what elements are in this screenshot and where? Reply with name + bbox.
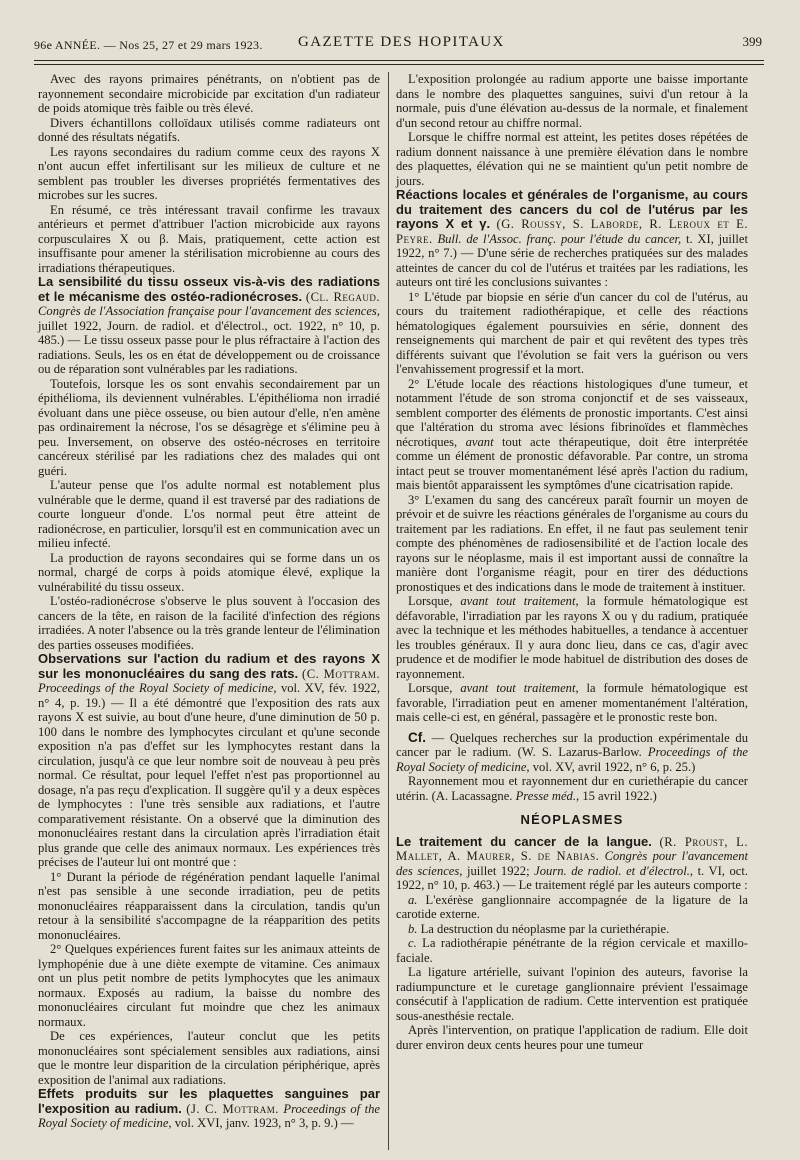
- article-author: (J. C. Mottram.: [186, 1101, 279, 1116]
- italic-span: Journ. de radiol. et d'électrol.,: [534, 863, 694, 878]
- section-heading: NÉOPLASMES: [520, 812, 624, 827]
- header-rule-bottom: [34, 64, 764, 65]
- right-column: [396, 72, 748, 1052]
- paragraph: L'exposition prolongée au radium apporte une baisse importante dans le nombre des plaquettes sanguines, suivi d'un retour à la normale, puis d'une élévation au-dessus de la normale, et finalement d'un second retour au chiffre normal.: [396, 72, 748, 130]
- paragraph: Avec des rayons primaires pénétrants, on n'obtient pas de rayonnement secondaire microbicide par excitation d'un radiateur de poids atomique très faible ou très élevé.: [38, 72, 380, 115]
- list-marker: c.: [408, 936, 417, 950]
- paragraph: 1° L'étude par biopsie en série d'un cancer du col de l'utérus, au cours du traitement radiothérapique, et celle des réactions hématologiques également poursuivies en série, donnent des renseignements qui marchent de pair et qui revêtent des types très différents suivant que l'évolution se fait vers la guérison ou vers l'envahissement progressif et la mort.: [396, 289, 748, 376]
- running-header: [34, 34, 764, 56]
- paragraph: [396, 774, 748, 803]
- paragraph: 2° Quelques expériences furent faites sur les animaux atteints de lymphopénie due à une diète exempte de vitamine. Ces animaux ont un plus petit nombre de petits lymphocytes que les animaux normaux. Exposés au radium, la baisse du nombre des mononucléaires circulant fut moindre que chez les animaux normaux.: [38, 942, 380, 1029]
- paragraph: La production de rayons secondaires qui se forme dans un os normal, chargé de corps à poids atomique élevé, explique la vulnérabilité du tissu osseux.: [38, 550, 380, 594]
- text-span: 2° L'étude locale des réactions histologiques d'une tumeur, et notamment l'étude de son stroma conjonctif et de ses vaisseaux, semblent comporter des éléments de pronostic importants. C'est ainsi que l'altération du stroma avec lésions fibrinoïdes et flammèches nécrotiques,: [396, 376, 748, 449]
- paragraph: La ligature artérielle, suivant l'opinion des auteurs, favorise la radiumpuncture et le curetage ganglionnaire prévient l'essaimage consécutif à l'application de radium. Cette intervention est pratiquée sous-anesthésie rectale.: [396, 965, 748, 1023]
- text-span: la formule hématologique est défavorable, l'irradiation par les rayons X ou γ du radium, pratiquée avec la technique et les méthodes habituelles, a tendance à accentuer les troubles généraux. Il y aura donc lieu, dans ce cas, d'agir avec prudence et de modifier le mode habituel de distribution des doses de rayonnement.: [396, 594, 748, 681]
- text-span: la formule hématologique est favorable, l'irradiation peut en amener momentanément l'altération, mais celle-ci est, en général, passagère et le pronostic reste bon.: [396, 681, 748, 724]
- article-source: Congrès pour l'avancement des sciences,: [396, 849, 749, 878]
- paragraph: L'ostéo-radionécrose s'observe le plus souvent à l'occasion des cancers de la tête, en raison de la facilité d'infection des régions irradiées. A noter l'absence ou la très grande lenteur de l'élimination des parties osseuses modifiées.: [38, 594, 380, 652]
- cf-references: [396, 731, 748, 775]
- article-source: Congrès de l'Association française pour l'avancement des sciences,: [38, 304, 380, 318]
- text-span: Rayonnement mou et rayonnement dur en curiethérapie du cancer utérin. (A. Lacassagne.: [396, 774, 748, 803]
- text-span: — Quelques recherches sur la production expérimentale du cancer par le radium. (W. S. Lazarus-Barlow.: [396, 730, 748, 759]
- article-source: Proceedings of the Royal Society of medicine,: [38, 681, 277, 695]
- paragraph: Après l'intervention, on pratique l'application de radium. Elle doit durer environ deux cents heures pour une tumeur: [396, 1023, 748, 1052]
- text-span: L'exérèse ganglionnaire accompagnée de la ligature de la carotide externe.: [396, 892, 748, 921]
- article-author: (C. Mottram.: [302, 666, 380, 681]
- journal-title: GAZETTE DES HOPITAUX: [298, 34, 505, 50]
- article-source: Proceedings of the Royal Society of medicine,: [38, 1101, 381, 1130]
- article-tongue-cancer: [396, 835, 748, 893]
- left-column: [38, 72, 380, 1131]
- article-text: t. XI, juillet 1922, n° 7.) — D'une série de recherches pratiquées sur des malades atteintes de cancer du col de l'utérus et traitées par les radiations, les auteurs ont tiré les conclusions suivantes :: [396, 231, 748, 289]
- article-uterine-cancer: [396, 188, 748, 290]
- list-item: [396, 922, 748, 937]
- paragraph: Divers échantillons colloïdaux utilisés comme radiateurs ont donné des résultats négatifs.: [38, 115, 380, 144]
- article-title: La sensibilité du tissu osseux vis-à-vis des radiations et le mécanisme des ostéo-radionécroses.: [38, 274, 380, 304]
- column-divider: [388, 72, 389, 1150]
- paragraph: Les rayons secondaires du radium comme ceux des rayons X n'ont aucun effet infertilisant sur les milieux de culture et ne semblent pas troubler les diverses propriétés fermentatives des microbes sur les sucres.: [38, 144, 380, 202]
- italic-span: Proceedings of the Royal Society of medicine,: [396, 745, 748, 774]
- paragraph: L'auteur pense que l'os adulte normal est notablement plus vulnérable que le derme, quand il est traversé par des radiations de courte longueur d'onde. L'os normal peut être atteint de radionécrose, en particulier, lorsqu'il est en communication avec un milieu infecté.: [38, 478, 380, 550]
- text-span: La radiothérapie pénétrante de la région cervicale et maxillo-faciale.: [396, 936, 748, 965]
- article-mononuclear: [38, 652, 380, 870]
- text-span: Lorsque,: [408, 594, 453, 608]
- list-marker: b.: [408, 921, 418, 936]
- text-span: Lorsque,: [408, 681, 453, 695]
- article-source: Bull. de l'Assoc. franç. pour l'étude du cancer,: [437, 231, 682, 246]
- issue-info: 96e ANNÉE. — Nos 25, 27 et 29 mars 1923.: [34, 38, 263, 52]
- paragraph: Lorsque le chiffre normal est atteint, les petites doses répétées de radium donnent naissance à une première élévation dans le nombre des plaquettes, élévation qui ne se maintient qu'un petit nombre de jours.: [396, 130, 748, 188]
- paragraph: [396, 681, 748, 725]
- paragraph: En résumé, ce très intéressant travail confirme les travaux antérieurs et permet d'attribuer l'action microbicide aux rayons corpusculaires X ou β. Mais, pratiquement, cette action est insuffisante pour amener la stérilisation microbienne au cours des irradiations thérapeutiques.: [38, 202, 380, 275]
- article-title: Le traitement du cancer de la langue.: [396, 833, 652, 849]
- article-author: (G. Roussy, S. Laborde, R. Leroux et E. Peyre.: [396, 217, 748, 246]
- text-span: tout acte thérapeutique, doit être interprétée comme un élément de pronostic défavorable. Par contre, un stroma intact peut se trouver momentanément lésé après l'action du radium, mais bientôt apparaissent les symptômes d'une cicatrisation rapide.: [396, 434, 748, 492]
- paragraph: [396, 594, 748, 681]
- article-text: vol. XV, fév. 1922, n° 4, p. 19.) — Il a été démontré que l'exposition des rats aux rayons X est suivie, au bout d'une heure, d'une diminution de 50 p. 100 dans le nombre des lymphocytes circulant et qu'une seconde exposition n'a pas d'effet sur les lymphocytes restant dans la circulation, jusqu'à ce que leur nombre soit de nouveau à peu près normal. Ce résultat, pour lequel l'effet n'est pas proportionnel au dosage, n'a pas reçu d'explication. Il suggère qu'il y a deux espèces de lymphocytes : l'une très sensible aux radiations, et l'autre comparativement résistante. On a observé que la diminution des mononucléaires restant dans la circulation après l'irradiation était plus grande que celle des animaux normaux. Les expériences très précises de l'auteur lui ont montré que :: [38, 681, 380, 869]
- header-rule-top: [34, 60, 764, 61]
- article-title: Observations sur l'action du radium et des rayons X sur les mononucléaires du sang des rats.: [38, 651, 380, 681]
- italic-span: avant: [465, 434, 494, 449]
- text-span: t. VI, oct. 1922, n° 10, p. 463.) — Le traitement réglé par les auteurs comporte :: [396, 863, 749, 892]
- list-item: [396, 936, 748, 965]
- paragraph: Toutefois, lorsque les os sont envahis secondairement par un épithélioma, ils deviennent vulnérables. L'épithélioma non irradié évoluant dans une pièce osseuse, ou bien autour d'elle, n'en amène pas ordinairement la nécrose, l'os se désagrège et s'élimine peu à peu. Inversement, on observe des ostéo-nécroses en territoire cancéreux stérilisé par les radiations chez des malades qui ont guéri.: [38, 376, 380, 478]
- text-span: La destruction du néoplasme par la curiethérapie.: [420, 921, 670, 936]
- page-number: 399: [742, 34, 762, 49]
- text-span: vol. XV, avril 1922, n° 6, p. 25.): [532, 759, 696, 774]
- text-span: juillet 1922;: [466, 863, 530, 878]
- article-title: Effets produits sur les plaquettes sanguines par l'exposition au radium.: [38, 1086, 380, 1116]
- italic-span: avant tout traitement,: [460, 681, 579, 695]
- article-platelets: [38, 1087, 380, 1131]
- article-author: (Cl. Regaud.: [305, 289, 380, 304]
- italic-span: Presse méd.,: [515, 788, 580, 803]
- article-bone-tissue: [38, 275, 380, 377]
- paragraph: 1° Durant la période de régénération pendant laquelle l'animal n'est pas sensible à une seconde irradiation, peu de petits mononucléaires réapparaissent dans la circulation, tandis qu'un retour à la sensibilité s'accompagne de la réapparition des petits mononucléaires.: [38, 869, 380, 942]
- paragraph: 3° L'examen du sang des cancéreux paraît fournir un moyen de prévoir et de suivre les réactions générales de l'organisme au cours du traitement par les radiations. En effet, il ne faut pas seulement tenir compte des phénomènes de radiosensibilité et de l'action locale des rayons sur le néoplasme, mais il est important aussi de connaître la manière dont l'organisme réagit, pour en tirer des déductions pronostiques et des indications dans le mode de traitement à instituer.: [396, 492, 748, 594]
- text-span: 15 avril 1922.): [582, 788, 657, 803]
- cf-label: Cf.: [408, 729, 426, 745]
- italic-span: avant tout traitement,: [460, 594, 579, 608]
- article-author: (R. Proust, L. Mallet, A. Maurer, S. de Nabias.: [396, 834, 748, 863]
- paragraph: [396, 377, 748, 493]
- list-item: [396, 893, 748, 922]
- article-text: juillet 1922, Journ. de radiol. et d'électrol., oct. 1922, n° 10, p. 485.) — Le tissu osseux passe pour le plus réfractaire à l'action des radiations. Seuls, les os en état de développement ou de croissance ou de réparation sont vulnérables par les radiations.: [38, 318, 380, 376]
- article-text: vol. XVI, janv. 1923, n° 3, p. 9.) —: [174, 1116, 354, 1130]
- paragraph: De ces expériences, l'auteur conclut que les petits mononucléaires sont spécialement sensibles aux radiations, ainsi que le montre leur disparition de la circulation périphérique, après exposition de l'animal aux radiations.: [38, 1029, 380, 1087]
- article-title: Réactions locales et générales de l'organisme, au cours du traitement des cancers du col de l'utérus par les rayons X et γ.: [396, 187, 748, 231]
- list-marker: a.: [408, 892, 418, 907]
